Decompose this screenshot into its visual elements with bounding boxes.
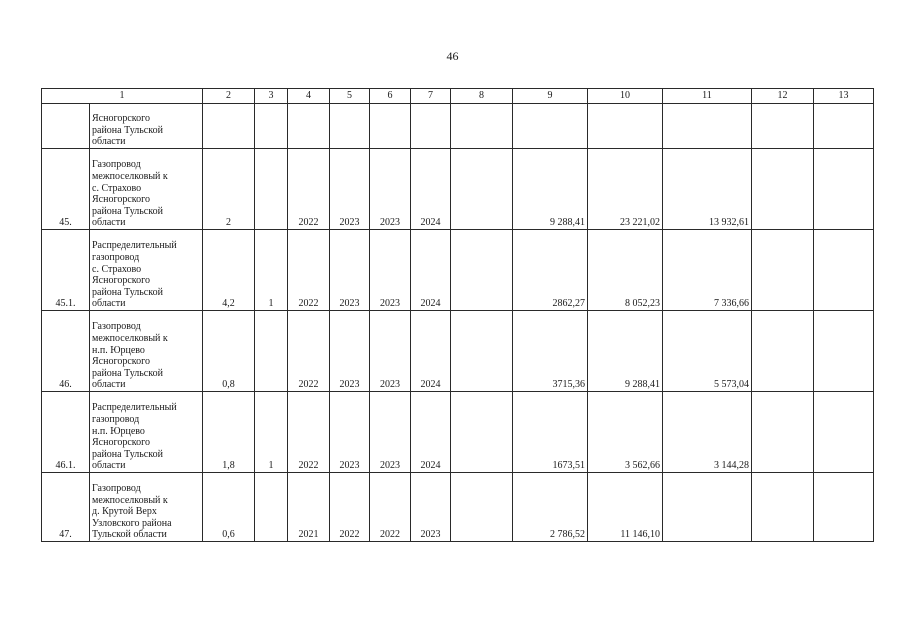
- cell-col-9: 2862,27: [513, 230, 588, 311]
- header-cell: 9: [513, 89, 588, 104]
- cell-col-9: 1673,51: [513, 392, 588, 473]
- table-row: [42, 230, 874, 311]
- cell-col-12: [752, 104, 814, 149]
- cell-col-8: [451, 230, 513, 311]
- cell-col-9: 9 288,41: [513, 149, 588, 230]
- cell-col-6: [370, 104, 411, 149]
- object-name: Ясногорского района Тульской области: [90, 104, 203, 149]
- object-name: Газопровод межпоселковый к д. Крутой Верх Узловского района Тульской области: [90, 473, 203, 542]
- cell-col-4: 2022: [288, 311, 330, 392]
- cell-col-7: 2023: [411, 473, 451, 542]
- cell-col-10: 9 288,41: [588, 311, 663, 392]
- table-row: [42, 149, 874, 230]
- cell-col-6: 2022: [370, 473, 411, 542]
- cell-col-2: 0,6: [203, 473, 255, 542]
- object-name: Газопровод межпоселковый к н.п. Юрцево Ясногорского района Тульской области: [90, 311, 203, 392]
- header-cell: 11: [663, 89, 752, 104]
- table-row: [42, 473, 874, 542]
- header-cell: 4: [288, 89, 330, 104]
- cell-col-7: 2024: [411, 311, 451, 392]
- table-row: [42, 104, 874, 149]
- cell-col-12: [752, 230, 814, 311]
- cell-col-4: [288, 104, 330, 149]
- cell-col-5: [330, 104, 370, 149]
- row-number: 45.: [42, 149, 90, 230]
- cell-col-7: [411, 104, 451, 149]
- cell-col-6: 2023: [370, 149, 411, 230]
- cell-col-8: [451, 473, 513, 542]
- header-cell: 1: [42, 89, 203, 104]
- cell-col-3: [255, 311, 288, 392]
- cell-col-3: [255, 104, 288, 149]
- row-number: 47.: [42, 473, 90, 542]
- object-name: Газопровод межпоселковый к с. Страхово Ясногорского района Тульской области: [90, 149, 203, 230]
- cell-col-8: [451, 104, 513, 149]
- cell-col-2: 4,2: [203, 230, 255, 311]
- cell-col-4: 2022: [288, 392, 330, 473]
- cell-col-2: 1,8: [203, 392, 255, 473]
- row-number: 46.1.: [42, 392, 90, 473]
- cell-col-5: 2023: [330, 311, 370, 392]
- header-cell: 3: [255, 89, 288, 104]
- cell-col-10: 11 146,10: [588, 473, 663, 542]
- cell-col-11: 3 144,28: [663, 392, 752, 473]
- cell-col-9: 3715,36: [513, 311, 588, 392]
- cell-col-11: 5 573,04: [663, 311, 752, 392]
- header-cell: 12: [752, 89, 814, 104]
- table-row: [42, 392, 874, 473]
- cell-col-3: [255, 149, 288, 230]
- cell-col-13: [814, 149, 874, 230]
- cell-col-11: [663, 473, 752, 542]
- cell-col-12: [752, 149, 814, 230]
- header-cell: 13: [814, 89, 874, 104]
- row-number: [42, 104, 90, 149]
- cell-col-13: [814, 230, 874, 311]
- cell-col-9: 2 786,52: [513, 473, 588, 542]
- cell-col-6: 2023: [370, 230, 411, 311]
- cell-col-7: 2024: [411, 149, 451, 230]
- cell-col-2: 0,8: [203, 311, 255, 392]
- cell-col-11: [663, 104, 752, 149]
- cell-col-11: 13 932,61: [663, 149, 752, 230]
- cell-col-10: 3 562,66: [588, 392, 663, 473]
- cell-col-13: [814, 104, 874, 149]
- cell-col-2: 2: [203, 149, 255, 230]
- cell-col-12: [752, 392, 814, 473]
- cell-col-8: [451, 311, 513, 392]
- cell-col-5: 2022: [330, 473, 370, 542]
- cell-col-11: 7 336,66: [663, 230, 752, 311]
- cell-col-3: 1: [255, 230, 288, 311]
- data-table: [41, 88, 874, 542]
- cell-col-9: [513, 104, 588, 149]
- table-header-row: [42, 89, 874, 104]
- cell-col-13: [814, 311, 874, 392]
- cell-col-4: 2021: [288, 473, 330, 542]
- header-cell: 7: [411, 89, 451, 104]
- cell-col-12: [752, 473, 814, 542]
- header-cell: 8: [451, 89, 513, 104]
- cell-col-5: 2023: [330, 149, 370, 230]
- cell-col-6: 2023: [370, 311, 411, 392]
- cell-col-5: 2023: [330, 230, 370, 311]
- object-name: Распределительный газопровод н.п. Юрцево Ясногорского района Тульской области: [90, 392, 203, 473]
- table-row: [42, 311, 874, 392]
- cell-col-8: [451, 392, 513, 473]
- cell-col-3: [255, 473, 288, 542]
- header-cell: 10: [588, 89, 663, 104]
- row-number: 45.1.: [42, 230, 90, 311]
- header-cell: 6: [370, 89, 411, 104]
- row-number: 46.: [42, 311, 90, 392]
- header-cell: 2: [203, 89, 255, 104]
- cell-col-3: 1: [255, 392, 288, 473]
- cell-col-13: [814, 392, 874, 473]
- cell-col-5: 2023: [330, 392, 370, 473]
- object-name: Распределительный газопровод с. Страхово Ясногорского района Тульской области: [90, 230, 203, 311]
- cell-col-2: [203, 104, 255, 149]
- header-cell: 5: [330, 89, 370, 104]
- cell-col-10: 23 221,02: [588, 149, 663, 230]
- cell-col-4: 2022: [288, 230, 330, 311]
- cell-col-6: 2023: [370, 392, 411, 473]
- cell-col-4: 2022: [288, 149, 330, 230]
- cell-col-7: 2024: [411, 230, 451, 311]
- cell-col-8: [451, 149, 513, 230]
- cell-col-10: [588, 104, 663, 149]
- cell-col-12: [752, 311, 814, 392]
- cell-col-7: 2024: [411, 392, 451, 473]
- cell-col-13: [814, 473, 874, 542]
- page-number: 46: [446, 49, 459, 63]
- cell-col-10: 8 052,23: [588, 230, 663, 311]
